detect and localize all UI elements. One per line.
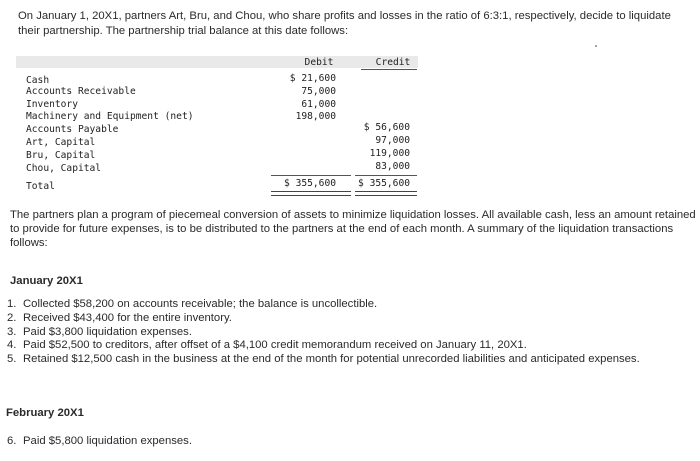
january-heading: January 20X1 bbox=[10, 275, 83, 287]
list-item bbox=[4, 326, 696, 340]
debit-amount: 198,000 bbox=[295, 111, 336, 122]
item-text: Collected $58,200 on accounts receivable; the balance is uncollectible. bbox=[23, 298, 378, 310]
list-item bbox=[4, 353, 696, 367]
trial-balance-table bbox=[16, 56, 418, 196]
debit-amount: $ 21,600 bbox=[289, 73, 336, 84]
debit-double-underline bbox=[271, 191, 351, 196]
list-item bbox=[4, 312, 696, 326]
account-name: Accounts Receivable bbox=[26, 86, 136, 97]
credit-amount: $ 56,600 bbox=[363, 122, 410, 133]
item-number: 5. bbox=[7, 353, 17, 366]
total-label: Total bbox=[26, 181, 55, 192]
debit-amount: 75,000 bbox=[301, 86, 336, 97]
debit-column-header: Debit bbox=[304, 57, 334, 68]
intro-paragraph: On January 1, 20X1, partners Art, Bru, and Chou, who share profits and losses in the ratio of 6:3:1, respectively, decide to liquidate their partnership. The partnership trial balance at this date follows: bbox=[18, 10, 671, 37]
february-heading: February 20X1 bbox=[6, 407, 84, 419]
credit-header-underline bbox=[361, 69, 417, 70]
stray-dot bbox=[595, 45, 597, 47]
item-text: Paid $3,800 liquidation expenses. bbox=[23, 325, 192, 338]
account-name: Chou, Capital bbox=[26, 163, 102, 174]
account-name: Cash bbox=[26, 75, 50, 86]
item-text: Received $43,400 for the entire inventory. bbox=[23, 311, 232, 324]
account-name: Inventory bbox=[26, 99, 78, 110]
credit-amount: 119,000 bbox=[369, 148, 410, 159]
total-credit-amount: $ 355,600 bbox=[358, 178, 410, 189]
account-name: Machinery and Equipment (net) bbox=[26, 111, 194, 122]
table-row bbox=[16, 111, 418, 124]
list-item bbox=[4, 298, 696, 312]
debit-sum-line bbox=[271, 175, 351, 176]
item-text: Paid $52,500 to creditors, after offset of a $4,100 credit memorandum received on January 11, 20X1. bbox=[23, 339, 527, 352]
account-name: Bru, Capital bbox=[26, 150, 96, 161]
list-item bbox=[4, 435, 696, 449]
item-number: 3. bbox=[7, 325, 17, 338]
table-row bbox=[16, 124, 418, 137]
item-number: 2. bbox=[7, 311, 17, 324]
table-row bbox=[16, 137, 418, 150]
account-name: Accounts Payable bbox=[26, 124, 119, 135]
account-name: Art, Capital bbox=[26, 137, 96, 148]
credit-sum-line bbox=[355, 175, 417, 176]
credit-amount: 83,000 bbox=[375, 161, 410, 172]
credit-amount: 97,000 bbox=[375, 135, 410, 146]
list-item bbox=[4, 339, 696, 353]
item-text: Retained $12,500 cash in the business at the end of the month for potential unrecorded liabilities and anticipated expenses. bbox=[23, 353, 640, 366]
january-transaction-list bbox=[4, 298, 696, 367]
credit-double-underline bbox=[355, 191, 417, 196]
debit-amount: 61,000 bbox=[301, 99, 336, 110]
item-number: 1. bbox=[7, 298, 17, 310]
trial-balance-header-band bbox=[16, 56, 418, 68]
credit-column-header: Credit bbox=[375, 57, 411, 68]
table-row bbox=[16, 73, 418, 86]
table-row bbox=[16, 86, 418, 99]
item-number: 4. bbox=[7, 339, 17, 352]
total-debit-amount: $ 355,600 bbox=[284, 178, 336, 189]
item-number: 6. bbox=[7, 435, 17, 447]
table-row bbox=[16, 150, 418, 163]
item-text: Paid $5,800 liquidation expenses. bbox=[23, 435, 192, 447]
february-transaction-list bbox=[4, 435, 696, 449]
plan-paragraph: The partners plan a program of piecemeal conversion of assets to minimize liquidation losses. All available cash, less an amount retained to provide for future expenses, is to be distributed to the partners at the end of each month. A summary of the liquidation transactions follows: bbox=[10, 209, 696, 249]
